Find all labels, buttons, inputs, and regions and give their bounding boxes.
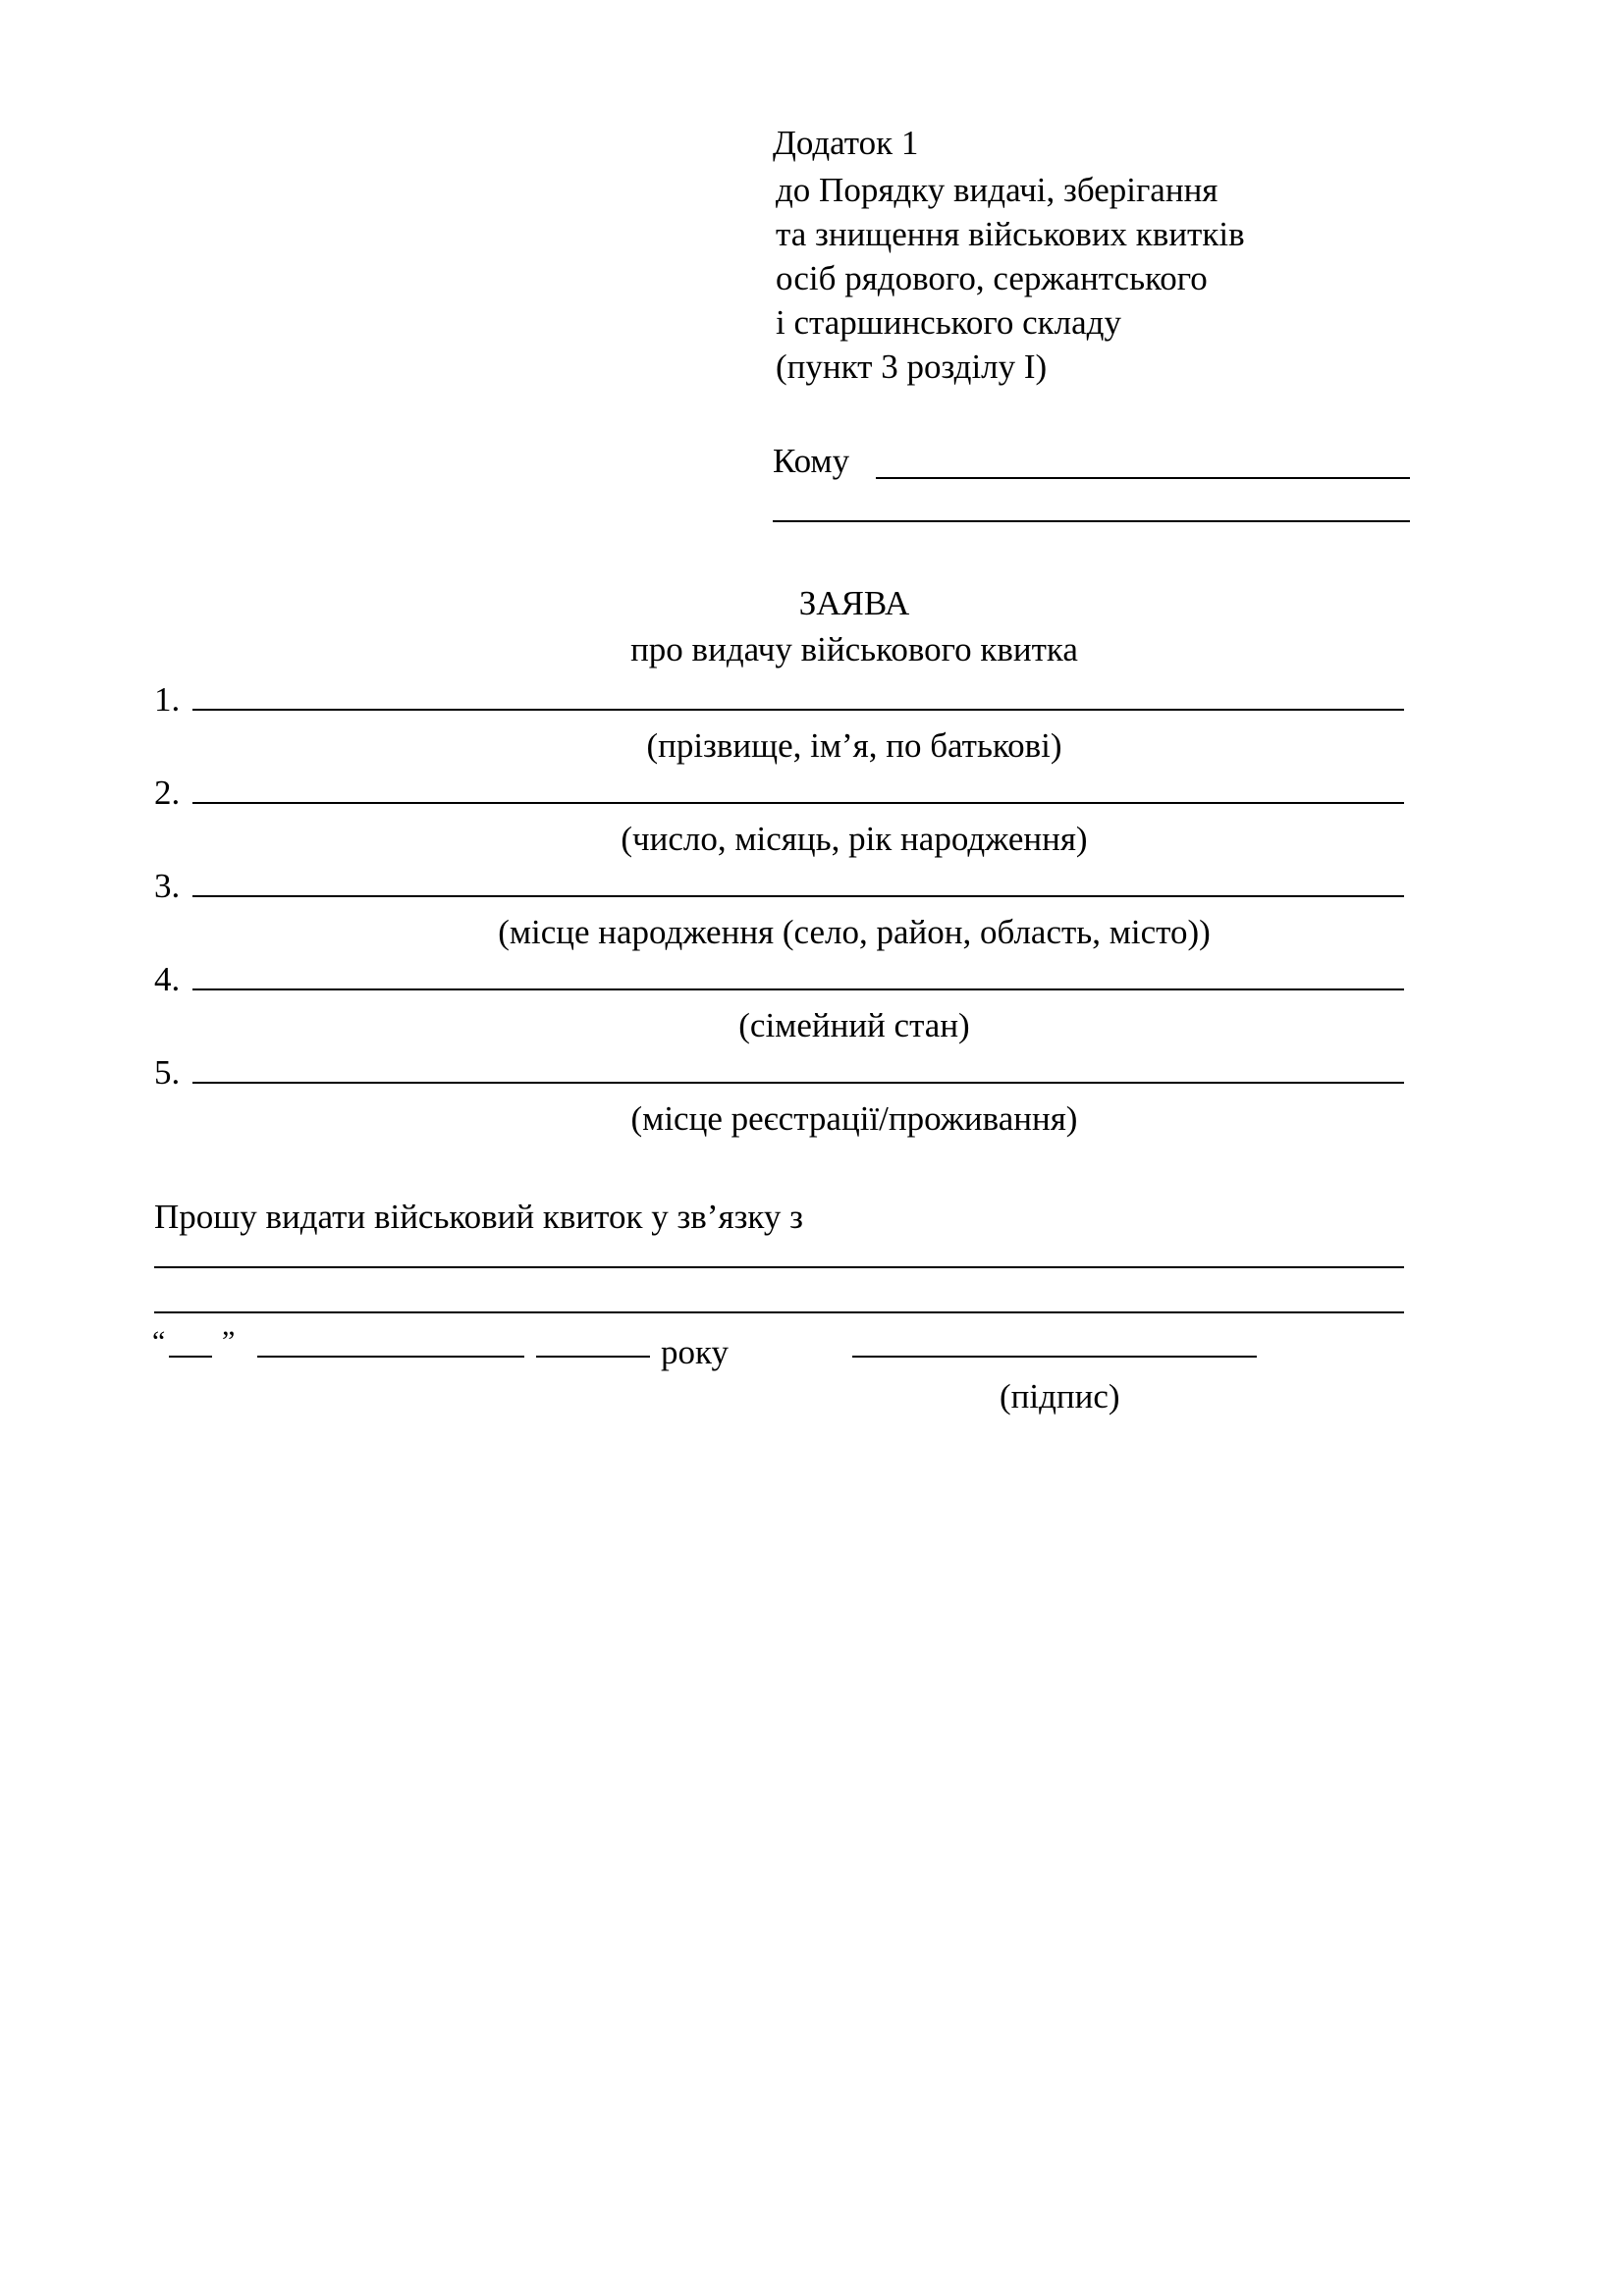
field-number: 1. xyxy=(154,680,181,719)
field-input-line[interactable] xyxy=(192,1082,1404,1084)
addressee-field-line-2[interactable] xyxy=(773,520,1410,522)
appendix-line: і старшинського складу xyxy=(776,303,1121,342)
field-caption: (місце реєстрації/проживання) xyxy=(630,1099,1078,1138)
document-subtitle: про видачу військового квитка xyxy=(630,630,1078,668)
field-number: 4. xyxy=(154,960,181,998)
field-number: 2. xyxy=(154,774,181,812)
field-number: 5. xyxy=(154,1053,181,1092)
field-input-line[interactable] xyxy=(192,988,1404,990)
signature-caption: (підпис) xyxy=(1000,1377,1120,1415)
appendix-line: до Порядку видачі, зберігання xyxy=(776,171,1218,209)
reason-line-2[interactable] xyxy=(154,1311,1404,1313)
month-field-line[interactable] xyxy=(257,1356,524,1358)
appendix-line: (пункт 3 розділу І) xyxy=(776,347,1048,386)
document-title: ЗАЯВА xyxy=(798,584,910,622)
open-quote: “ xyxy=(152,1325,166,1358)
field-number: 3. xyxy=(154,867,181,905)
field-caption: (число, місяць, рік народження) xyxy=(621,820,1088,858)
reason-line-1[interactable] xyxy=(154,1266,1404,1268)
addressee-label: Кому xyxy=(773,442,850,480)
year-field-line[interactable] xyxy=(536,1356,650,1358)
field-caption: (сімейний стан) xyxy=(738,1006,970,1044)
request-text: Прошу видати військовий квиток у зв’язку з xyxy=(154,1198,804,1236)
field-input-line[interactable] xyxy=(192,709,1404,711)
appendix-title: Додаток 1 xyxy=(773,124,919,162)
field-caption: (прізвище, ім’я, по батькові) xyxy=(646,726,1062,765)
signature-field-line[interactable] xyxy=(852,1356,1257,1358)
field-input-line[interactable] xyxy=(192,802,1404,804)
appendix-line: та знищення військових квитків xyxy=(776,215,1245,253)
field-caption: (місце народження (село, район, область, місто)) xyxy=(498,913,1211,951)
appendix-line: осіб рядового, сержантського xyxy=(776,259,1208,297)
field-input-line[interactable] xyxy=(192,895,1404,897)
close-quote: ” xyxy=(222,1325,236,1358)
day-field-line[interactable] xyxy=(169,1356,212,1358)
year-label: року xyxy=(661,1333,730,1371)
addressee-field-line-1[interactable] xyxy=(876,477,1410,479)
